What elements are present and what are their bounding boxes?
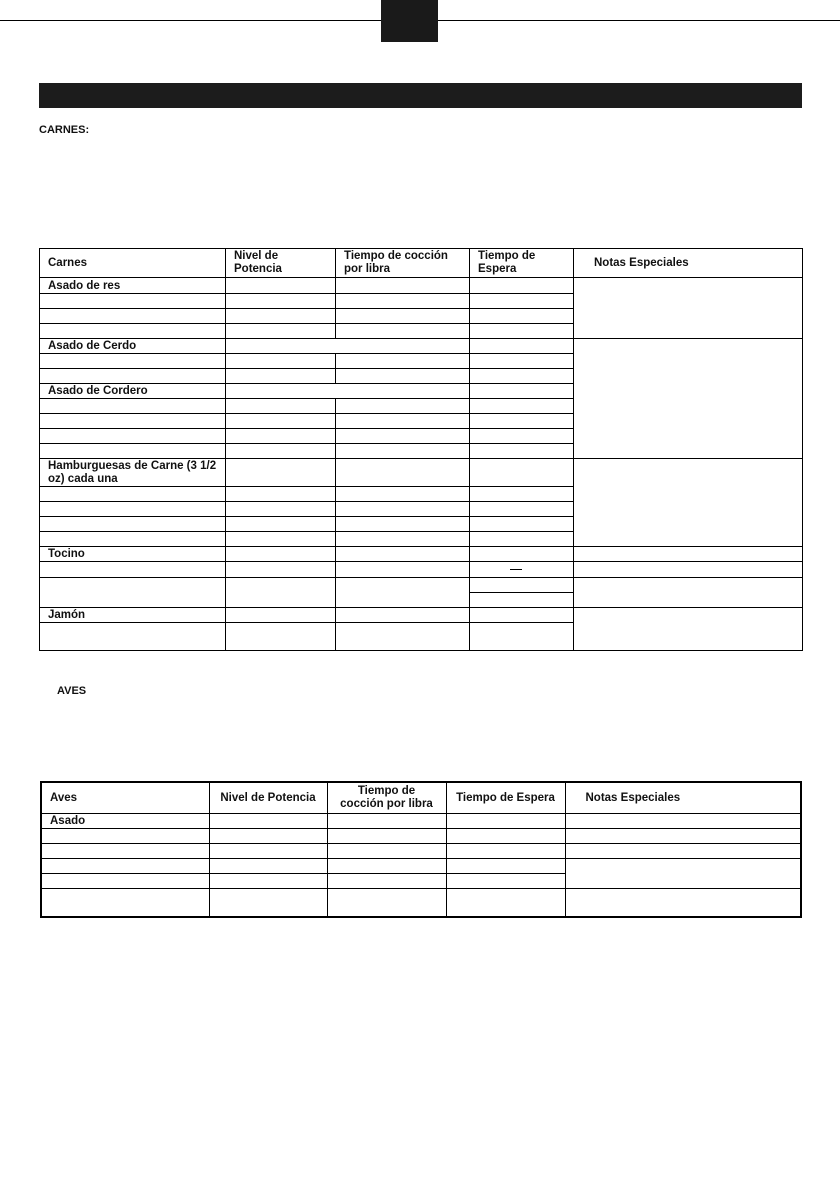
header-power-level: Nivel de Potencia [209,782,327,814]
bird-cooking-table [40,781,802,918]
section-label-meats: CARNES: [39,124,90,136]
meat-cooking-table [39,248,803,651]
row-label-beef-roast: Asado de res [40,278,226,294]
meat-header-row [40,249,803,278]
table-row [41,829,801,844]
header-notes: Notas Especiales [565,782,801,814]
row-label-ham: Jamón [40,608,226,623]
header-notes: Notas Especiales [574,249,803,278]
row-label-roast: Asado [41,814,209,829]
notes-cell [574,459,803,547]
table-row [40,562,803,578]
notes-cell [574,278,803,339]
section-label-birds: AVES [57,685,87,697]
header-cook-time: Tiempo de cocción por libra [336,249,470,278]
notes-cell [574,608,803,651]
header-stand-time: Tiempo de Espera [446,782,565,814]
row-label-bacon: Tocino [40,547,226,562]
row-label-pork-roast: Asado de Cerdo [40,339,226,354]
notes-cell [574,578,803,608]
section-banner [39,83,802,108]
table-row [40,278,803,294]
header-bird: Aves [41,782,209,814]
row-label-lamb-roast: Asado de Cordero [40,384,226,399]
header-meat: Carnes [40,249,226,278]
table-row [41,844,801,859]
table-row [40,578,803,593]
table-row [41,889,801,918]
table-row [40,459,803,487]
dash-mark [510,569,522,570]
bird-header-row [41,782,801,814]
table-row [41,859,801,874]
header-power-level: Nivel de Potencia [226,249,336,278]
row-label-burgers: Hamburguesas de Carne (3 1/2 oz) cada una [40,459,226,487]
table-row [40,608,803,623]
notes-cell [565,859,801,889]
page-tab-marker [381,0,438,42]
table-row [41,814,801,829]
table-row [40,547,803,562]
header-cook-time: Tiempo de cocción por libra [327,782,446,814]
table-row [40,339,803,354]
notes-cell [574,339,803,459]
header-stand-time: Tiempo de Espera [470,249,574,278]
